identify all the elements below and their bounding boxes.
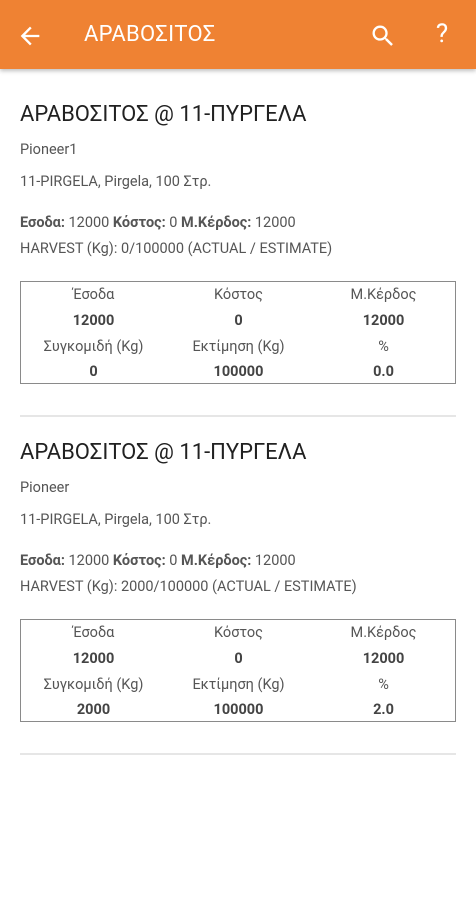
stats-profit-label: Μ.Κέρδος <box>350 286 417 303</box>
stats-profit-label: Μ.Κέρδος <box>350 624 417 641</box>
summary-profit-value: 12000 <box>251 214 296 231</box>
stats-estimate-label: Εκτίμηση (Kg) <box>192 338 285 355</box>
card-harvest-line: HARVEST (Kg): 2000/100000 (ACTUAL / ESTIMATE) <box>20 578 357 595</box>
card-variety: Pioneer1 <box>20 141 78 158</box>
stats-profit-value: 12000 <box>362 650 405 667</box>
card-divider <box>20 753 456 755</box>
stats-profit-value: 12000 <box>362 312 405 329</box>
card-location: 11-PIRGELA, Pirgela, 100 Στρ. <box>20 511 212 528</box>
stats-income-label: Έσοδα <box>72 286 115 303</box>
stats-table <box>20 619 456 722</box>
summary-cost-value: 0 <box>165 214 182 231</box>
stats-cost-label: Κόστος <box>214 624 263 641</box>
card-variety: Pioneer <box>20 479 70 496</box>
summary-cost-label: Κόστος: <box>112 552 166 569</box>
stats-estimate-value: 100000 <box>213 363 264 380</box>
stats-cost-value: 0 <box>234 312 243 329</box>
stats-income-value: 12000 <box>72 650 115 667</box>
card-title: ΑΡΑΒΟΣΙΤΟΣ @ 11-ΠΥΡΓΕΛΑ <box>20 440 307 465</box>
stats-percent-value: 0.0 <box>373 363 394 380</box>
stats-income-value: 12000 <box>72 312 115 329</box>
stats-harvest-label: Συγκομιδή (Kg) <box>43 338 144 355</box>
summary-profit-label: Μ.Κέρδος: <box>181 552 252 569</box>
summary-cost-label: Κόστος: <box>112 214 166 231</box>
stats-estimate-label: Εκτίμηση (Kg) <box>192 676 285 693</box>
summary-income-label: Εσοδα: <box>20 552 65 569</box>
card-harvest-line: HARVEST (Kg): 0/100000 (ACTUAL / ESTIMATE) <box>20 240 333 257</box>
summary-income-value: 12000 <box>64 214 113 231</box>
stats-percent-value: 2.0 <box>373 701 394 718</box>
stats-cost-label: Κόστος <box>214 286 263 303</box>
summary-profit-value: 12000 <box>251 552 296 569</box>
stats-percent-label: % <box>378 676 389 693</box>
help-button[interactable]: ? <box>435 19 449 49</box>
stats-estimate-value: 100000 <box>213 701 264 718</box>
stats-table <box>20 281 456 384</box>
stats-cost-value: 0 <box>234 650 243 667</box>
summary-cost-value: 0 <box>165 552 182 569</box>
card-summary <box>20 551 296 571</box>
stats-harvest-value: 2000 <box>76 701 111 718</box>
stats-percent-label: % <box>378 338 389 355</box>
stats-income-label: Έσοδα <box>72 624 115 641</box>
card-summary <box>20 213 296 233</box>
stats-harvest-value: 0 <box>89 363 98 380</box>
card-location: 11-PIRGELA, Pirgela, 100 Στρ. <box>20 173 212 190</box>
summary-profit-label: Μ.Κέρδος: <box>181 214 252 231</box>
card-divider <box>20 415 456 417</box>
search-icon[interactable] <box>369 22 397 50</box>
arrow-left-icon[interactable] <box>16 22 44 50</box>
stats-harvest-label: Συγκομιδή (Kg) <box>43 676 144 693</box>
page-title: ΑΡΑΒΟΣΙΤΟΣ <box>84 22 216 47</box>
summary-income-value: 12000 <box>64 552 113 569</box>
summary-income-label: Εσοδα: <box>20 214 65 231</box>
card-title: ΑΡΑΒΟΣΙΤΟΣ @ 11-ΠΥΡΓΕΛΑ <box>20 102 307 127</box>
app-bar <box>0 0 476 69</box>
